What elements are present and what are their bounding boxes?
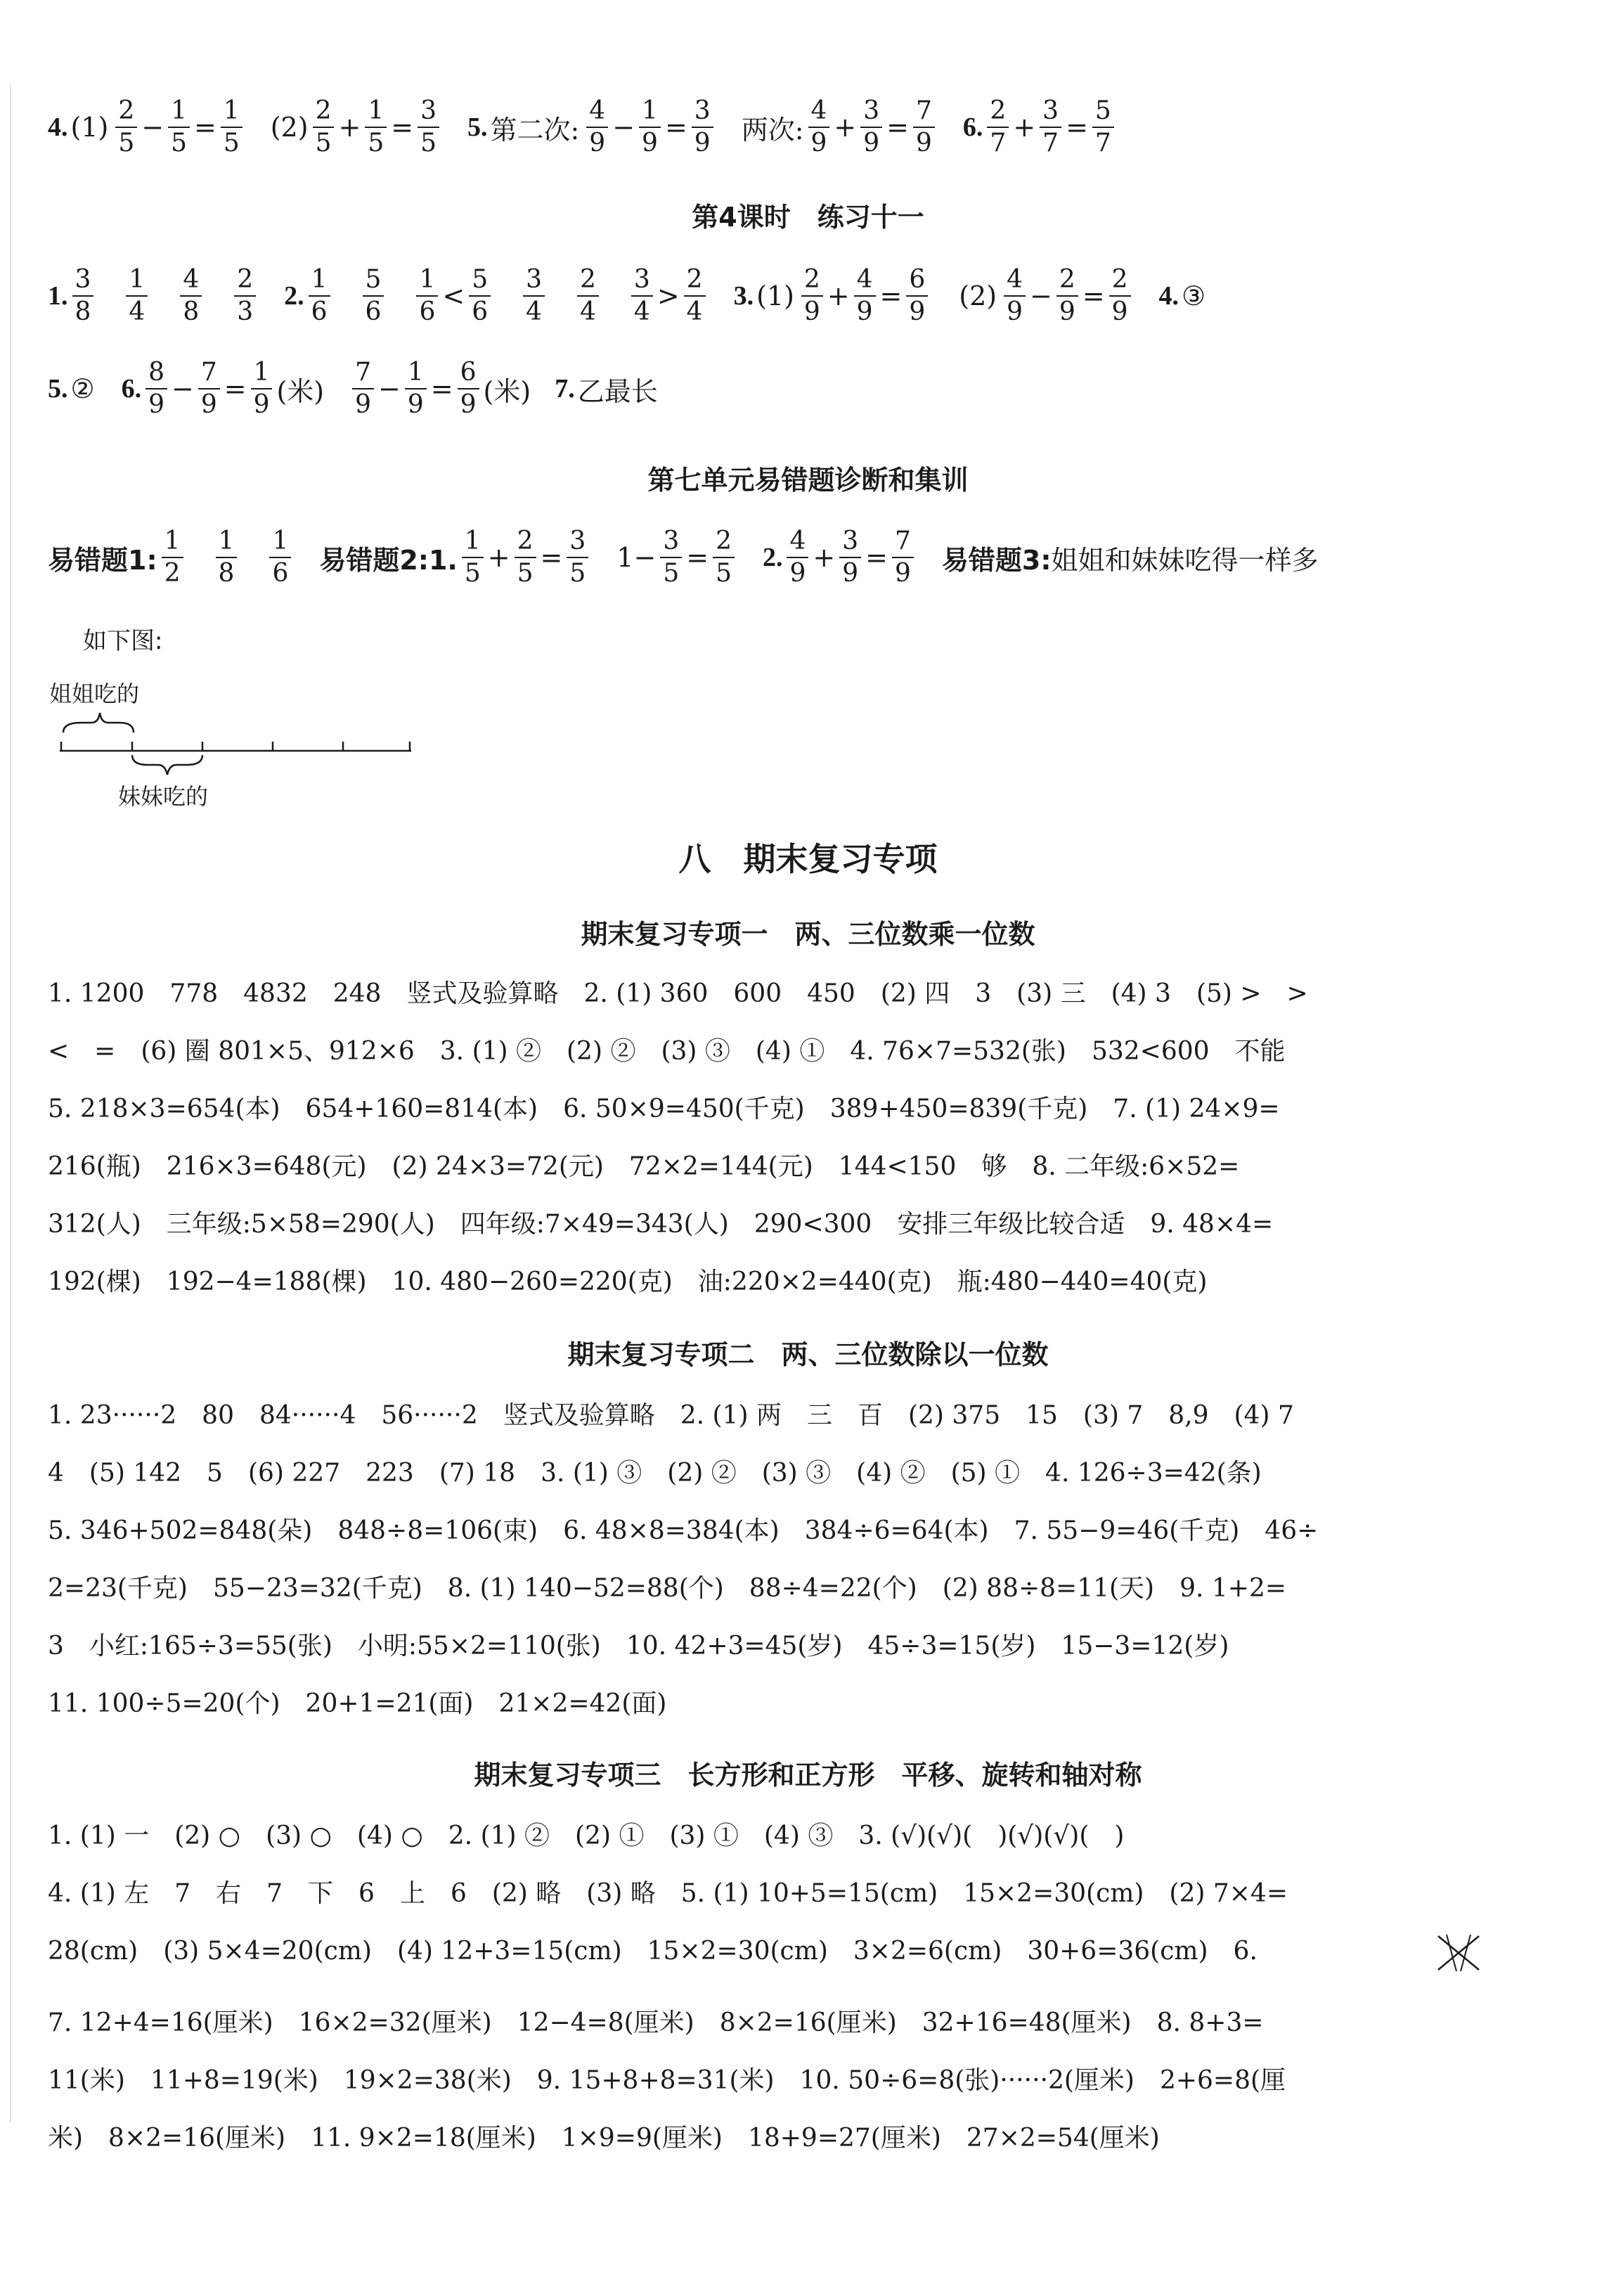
answer-line-4: 易错题1: $\frac{1}{2}$ $\frac{1}{8}$ $\frac{1}{6}$ 易错题2:1. $\frac{1}{5}$ + $\frac{2}{5}$ = $\frac{3}{5}$ 1− $\frac{3}{5}$ = $\frac{2}{5}$ 2. $\frac{4}{9}$ + $\frac{3}{9}$ = $\frac{7}{9}$ 易错题3: 姐姐和妹妹吃得一样多 — [48, 527, 1319, 588]
text-line: 11. 100÷5=20(个) 20+1=21(面) 21×2=42(面) — [48, 1689, 667, 1718]
younger-sister-label: 妹妹吃的 — [118, 783, 209, 810]
text-line: 5. 346+502=848(朵) 848÷8=106(束) 6. 48×8=384(本) 384÷6=64(本) 7. 55−9=46(千克) 46÷ — [48, 1516, 1319, 1545]
fraction: $\frac{1}{5}$ — [365, 98, 387, 156]
fraction: $\frac{5}{6}$ — [469, 267, 491, 325]
fraction: $\frac{2}{7}$ — [987, 98, 1009, 156]
chapter-heading: 八 期末复习专项 — [678, 840, 938, 878]
item-number: 6. — [962, 112, 983, 142]
fraction: $\frac{2}{5}$ — [515, 529, 536, 586]
fraction: $\frac{2}{3}$ — [234, 267, 256, 325]
fraction: $\frac{1}{8}$ — [216, 529, 238, 586]
section-heading: 第4课时 练习十一 — [692, 202, 924, 233]
fraction: $\frac{1}{9}$ — [405, 360, 427, 418]
fraction: $\frac{2}{9}$ — [801, 267, 823, 325]
fraction: $\frac{3}{5}$ — [567, 529, 588, 586]
text-line: 1. 23······2 80 84······4 56······2 竖式及验算略 2. (1) 两 三 百 (2) 375 15 (3) 7 8,9 (4) 7 — [48, 1401, 1294, 1430]
sub-label: (1) — [70, 112, 109, 143]
bar-diagram — [49, 703, 422, 780]
fraction: $\frac{3}{9}$ — [860, 98, 882, 156]
fraction: $\frac{4}{8}$ — [180, 267, 202, 325]
fraction: $\frac{7}{9}$ — [913, 98, 935, 156]
item-number: 7. — [555, 374, 575, 404]
text-line: 11(米) 11+8=19(米) 19×2=38(米) 9. 15+8+8=31(米) 10. 50÷6=8(张)······2(厘米) 2+6=8(厘 — [48, 2066, 1286, 2095]
text-line: 3 小红:165÷3=55(张) 小明:55×2=110(张) 10. 42+3=45(岁) 45÷3=15(岁) 15−3=12(岁) — [48, 1632, 1229, 1660]
text-line: < = (6) 圈 801×5、912×6 3. (1) ② (2) ② (3) ③ (4) ① 4. 76×7=532(张) 532<600 不能 — [48, 1037, 1286, 1066]
answer-line-3: 5. ② 6. $\frac{8}{9}$ − $\frac{7}{9}$ = $\frac{1}{9}$ (米) $\frac{7}{9}$ − $\frac{1}{9}$ = $\frac{6}{9}$ (米) 7. 乙最长 — [48, 358, 658, 419]
item-number: 1. — [48, 281, 68, 311]
fraction: $\frac{4}{9}$ — [787, 529, 808, 586]
figure-caption: 如下图: — [83, 627, 163, 655]
answer-line-2: 1. $\frac{3}{8}$ $\frac{1}{4}$ $\frac{4}{8}$ $\frac{2}{3}$ 2. $\frac{1}{6}$ $\frac{5}{6}$ $\frac{1}{6}$ < $\frac{5}{6}$ $\frac{3}{4}$ $\frac{2}{4}$ $\frac{3}{4}$ > $\frac{2}{4}$ 3. (1) $\frac{2}{9}$ + $\frac{4}{9}$ = $\frac{6}{9}$ (2) $\frac{4}{9}$ − $\frac{2}{9}$ = $\frac{2}{9}$ 4. ③ — [48, 265, 1206, 326]
crossed-lines-figure — [1434, 1932, 1483, 1974]
text-line: 216(瓶) 216×3=648(元) (2) 24×3=72(元) 72×2=144(元) 144<150 够 8. 二年级:6×52= — [48, 1152, 1240, 1181]
fraction: $\frac{3}{4}$ — [631, 267, 653, 325]
fraction: $\frac{1}{4}$ — [126, 267, 148, 325]
text-line: 28(cm) (3) 5×4=20(cm) (4) 12+3=15(cm) 15×2=30(cm) 3×2=6(cm) 30+6=36(cm) 6. — [48, 1937, 1258, 1966]
section-heading: 期末复习专项二 两、三位数除以一位数 — [567, 1339, 1049, 1370]
fraction: $\frac{3}{7}$ — [1040, 98, 1061, 156]
item-number: 4. — [48, 112, 68, 142]
sister-label: 姐姐吃的 — [49, 681, 140, 707]
text-line: 1. 1200 778 4832 248 竖式及验算略 2. (1) 360 600 450 (2) 四 3 (3) 三 (4) 3 (5) > > — [48, 979, 1308, 1008]
fraction: $\frac{3}{9}$ — [839, 529, 861, 586]
text-line: 2=23(千克) 55−23=32(千克) 8. (1) 140−52=88(个) 88÷4=22(个) (2) 88÷8=11(天) 9. 1+2= — [48, 1574, 1287, 1603]
fraction: $\frac{2}{9}$ — [1056, 267, 1078, 325]
fraction: $\frac{1}{9}$ — [639, 98, 661, 156]
fraction: $\frac{6}{9}$ — [458, 360, 479, 418]
page-edge-shadow — [10, 84, 11, 2123]
fraction: $\frac{7}{9}$ — [352, 360, 374, 418]
fraction: $\frac{2}{5}$ — [115, 98, 137, 156]
item-number: 3. — [733, 281, 754, 311]
fraction: $\frac{4}{9}$ — [586, 98, 608, 156]
error-label: 易错题1: — [48, 544, 157, 576]
item-number: 5. — [48, 374, 68, 404]
text-line: 5. 218×3=654(本) 654+160=814(本) 6. 50×9=450(千克) 389+450=839(千克) 7. (1) 24×9= — [48, 1095, 1280, 1123]
text-line: 192(棵) 192−4=188(棵) 10. 480−260=220(克) 油:220×2=440(克) 瓶:480−440=40(克) — [48, 1268, 1208, 1296]
section-heading: 第七单元易错题诊断和集训 — [647, 465, 969, 496]
item-number: 2. — [284, 281, 304, 311]
fraction: $\frac{2}{5}$ — [313, 98, 335, 156]
text-line: 4. (1) 左 7 右 7 下 6 上 6 (2) 略 (3) 略 5. (1) 10+5=15(cm) 15×2=30(cm) (2) 7×4= — [48, 1879, 1288, 1908]
answer-line-1: 4. (1) $\frac{2}{5}$ − $\frac{1}{5}$ = $\frac{1}{5}$ (2) $\frac{2}{5}$ + $\frac{1}{5}$ = $\frac{3}{5}$ 5. 第二次: $\frac{4}{9}$ − $\frac{1}{9}$ = $\frac{3}{9}$ 两次: $\frac{4}{9}$ + $\frac{3}{9}$ = $\frac{7}{9}$ 6. $\frac{2}{7}$ + $\frac{3}{7}$ = $\frac{5}{7}$ — [48, 98, 1118, 156]
fraction: $\frac{1}{5}$ — [168, 98, 190, 156]
text-line: 1. (1) 一 (2) ○ (3) ○ (4) ○ 2. (1) ② (2) ① (3) ① (4) ③ 3. (√)(√)( )(√)(√)( ) — [48, 1821, 1125, 1850]
text-line: 米) 8×2=16(厘米) 11. 9×2=18(厘米) 1×9=9(厘米) 18+9=27(厘米) 27×2=54(厘米) — [48, 2124, 1160, 2153]
item-number: 2. — [762, 543, 783, 572]
fraction: $\frac{6}{9}$ — [906, 267, 928, 325]
fraction: $\frac{7}{9}$ — [198, 360, 220, 418]
text-line: 312(人) 三年级:5×58=290(人) 四年级:7×49=343(人) 290<300 安排三年级比较合适 9. 48×4= — [48, 1210, 1274, 1239]
fraction: $\frac{1}{6}$ — [416, 267, 438, 325]
fraction: $\frac{4}{9}$ — [1004, 267, 1026, 325]
fraction: $\frac{4}{9}$ — [854, 267, 876, 325]
section-heading: 期末复习专项一 两、三位数乘一位数 — [581, 919, 1035, 950]
fraction: $\frac{2}{9}$ — [1109, 267, 1131, 325]
error-label: 易错题3: — [941, 544, 1052, 576]
fraction: $\frac{1}{2}$ — [162, 529, 183, 586]
fraction: $\frac{2}{4}$ — [577, 267, 599, 325]
section-heading: 期末复习专项三 长方形和正方形 平移、旋转和轴对称 — [474, 1760, 1142, 1791]
fraction: $\frac{3}{8}$ — [72, 267, 94, 325]
fraction: $\frac{1}{5}$ — [221, 98, 243, 156]
fraction: $\frac{3}{5}$ — [660, 529, 682, 586]
fraction: $\frac{3}{9}$ — [692, 98, 713, 156]
fraction: $\frac{5}{6}$ — [363, 267, 384, 325]
item-number: 6. — [121, 374, 142, 404]
item-number: 5. — [467, 112, 488, 142]
error-label: 易错题2:1. — [319, 544, 458, 576]
fraction: $\frac{1}{5}$ — [462, 529, 484, 586]
fraction: $\frac{1}{6}$ — [269, 529, 291, 586]
fraction: $\frac{2}{5}$ — [713, 529, 735, 586]
fraction: $\frac{5}{7}$ — [1092, 98, 1114, 156]
text-line: 4 (5) 142 5 (6) 227 223 (7) 18 3. (1) ③ (2) ② (3) ③ (4) ② (5) ① 4. 126÷3=42(条) — [48, 1459, 1262, 1488]
fraction: $\frac{3}{5}$ — [418, 98, 439, 156]
fraction: $\frac{1}{6}$ — [309, 267, 330, 325]
fraction: $\frac{2}{4}$ — [684, 267, 706, 325]
item-number: 4. — [1158, 281, 1179, 311]
fraction: $\frac{7}{9}$ — [892, 529, 914, 586]
fraction: $\frac{1}{9}$ — [251, 360, 273, 418]
text-line: 7. 12+4=16(厘米) 16×2=32(厘米) 12−4=8(厘米) 8×2=16(厘米) 32+16=48(厘米) 8. 8+3= — [48, 2008, 1264, 2037]
fraction: $\frac{4}{9}$ — [808, 98, 830, 156]
fraction: $\frac{8}{9}$ — [146, 360, 167, 418]
fraction: $\frac{3}{4}$ — [523, 267, 545, 325]
